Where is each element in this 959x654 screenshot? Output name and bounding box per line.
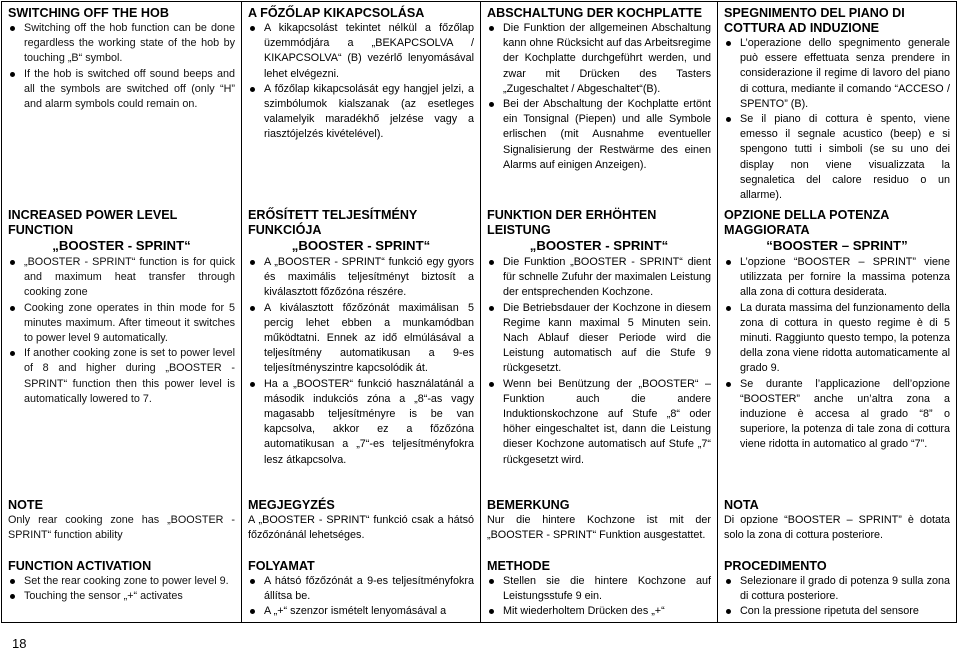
section-booster <box>487 208 711 468</box>
bullet-item: A kiválasztott főzőzónát maximálisan 5 percig lehet ebben a munkamódban működtatni. Ennek az idő elmúlásával a teljesítmény automatikusan a 9-es teljesítményszintre kapcsolódik át. <box>248 301 474 377</box>
bullet-icon <box>489 579 494 584</box>
bullet-item: „BOOSTER - SPRINT“ function is for quick and maximum heat transfer through cooking zone <box>8 255 235 301</box>
bullet-item: Set the rear cooking zone to power level 9. <box>8 574 235 589</box>
column-it <box>718 2 957 623</box>
bullet-item: Touching the sensor „+“ activates <box>8 589 235 604</box>
bullet-item: A hátsó főzőzónát a 9-es teljesítményfokra állítsa be. <box>248 574 474 604</box>
four-language-table <box>1 1 957 623</box>
bullet-icon <box>726 41 731 46</box>
section-activation <box>724 559 950 620</box>
section-title: PROCEDIMENTO <box>724 559 827 573</box>
bullet-icon <box>10 594 15 599</box>
section-title: NOTE <box>8 498 43 512</box>
section-title: SWITCHING OFF THE HOB <box>8 6 169 20</box>
section-title: A FŐZŐLAP KIKAPCSOLÁSA <box>248 6 425 20</box>
column-en <box>2 2 242 623</box>
bullet-item: Se durante l’applicazione dell’opzione “BOOSTER” anche un’altra zona a induzione è accesa al grado “8” o superiore, la potenza di tale zona di cottura viene ridotta in automatico al grado “7”. <box>724 377 950 453</box>
section-booster <box>8 208 235 407</box>
section-title: ABSCHALTUNG DER KOCHPLATTE <box>487 6 703 20</box>
section-subtitle: “BOOSTER – SPRINT” <box>766 238 908 253</box>
section-note <box>8 498 235 543</box>
section-note <box>724 498 950 543</box>
bullet-item: L’operazione dello spegnimento generale può essere effettuata senza prendere in considerazione il regime di lavoro del piano di cottura, mediante il comando “ACCESO / SPENTO” (B). <box>724 36 950 112</box>
section-title: INCREASED POWER LEVEL FUNCTION <box>8 208 178 237</box>
bullet-item: If the hob is switched off sound beeps and all the symbols are switched off (only “H” and alarm symbols could remain on. <box>8 67 235 113</box>
bullet-item: Bei der Abschaltung der Kochplatte ertönt ein Tonsignal (Piepen) und alle Symbole erlischen (mit Ausnahme eventueller Signalisierung der Restwärme des einen Alarms auf einigen Anzeigen). <box>487 97 711 173</box>
section-title: SPEGNIMENTO DEL PIANO DI COTTURA AD INDUZIONE <box>724 6 905 35</box>
bullet-icon <box>726 117 731 122</box>
bullet-item: A főzőlap kikapcsolását egy hangjel jelzi, a szimbólumok kialszanak (az esetleges valamelyik maradékhő jelzése vagy a riasztójelzés kivételével). <box>248 82 474 143</box>
section-title: NOTA <box>724 498 759 512</box>
bullet-item: Cooking zone operates in thin mode for 5 minutes maximum. After timeout it switches to power level 9 automatically. <box>8 301 235 347</box>
column-de <box>481 2 718 623</box>
section-title: MEGJEGYZÉS <box>248 498 335 512</box>
section-title: OPZIONE DELLA POTENZA MAGGIORATA <box>724 208 889 237</box>
section-switch-off <box>487 6 711 173</box>
bullet-item: Wenn bei Benützung der „BOOSTER“ – Funktion auch die andere Induktionskochzone auf Stufe „8“ oder höher eingeschaltet ist, dann die Leistung dieser Kochzone automatisch auf Stufe „7“ rückgesetzt wird. <box>487 377 711 468</box>
bullet-item: Selezionare il grado di potenza 9 sulla zona di cottura posteriore. <box>724 574 950 604</box>
section-title: FOLYAMAT <box>248 559 315 573</box>
section-subtitle: „BOOSTER - SPRINT“ <box>291 238 431 253</box>
bullet-icon <box>10 351 15 356</box>
bullet-item: Switching off the hob function can be done regardless the working state of the hob by touching „B“ symbol. <box>8 21 235 67</box>
bullet-item: La durata massima del funzionamento della zona di cottura in questo regime è di 5 minuti. Raggiunto questo tempo, la potenza della zona viene ridotta automaticamente al grado 9. <box>724 301 950 377</box>
bullet-item: L’opzione “BOOSTER – SPRINT” viene utilizzata per fornire la massima potenza alla zona di cottura desiderata. <box>724 255 950 301</box>
bullet-icon <box>10 579 15 584</box>
section-note <box>248 498 474 543</box>
bullet-item: A „+“ szenzor ismételt lenyomásával a <box>248 604 474 619</box>
bullet-icon <box>10 306 15 311</box>
bullet-item: A kikapcsolást tekintet nélkül a főzőlap üzemmódjára a „BEKAPCSOLVA / KIKAPCSOLVA“ (B) vezérlő lenyomásával lehet elvégezni. <box>248 21 474 82</box>
bullet-item: Stellen sie die hintere Kochzone auf Leistungsstufe 9 ein. <box>487 574 711 604</box>
bullet-icon <box>250 306 255 311</box>
bullet-icon <box>489 102 494 107</box>
page-number: 18 <box>12 636 27 651</box>
section-title: ERŐSÍTETT TELJESÍTMÉNY FUNKCIÓJA <box>248 208 418 237</box>
section-booster <box>248 208 474 468</box>
note-text: Di opzione “BOOSTER – SPRINT” è dotata solo la zona di cottura posteriore. <box>724 514 950 542</box>
bullet-icon <box>250 260 255 265</box>
bullet-icon <box>489 382 494 387</box>
note-text: A „BOOSTER - SPRINT“ funkció csak a hátsó főzőzónánál lehetséges. <box>248 514 474 542</box>
section-switch-off <box>8 6 235 112</box>
bullet-icon <box>250 87 255 92</box>
bullet-icon <box>250 382 255 387</box>
bullet-icon <box>250 26 255 31</box>
bullet-item: Die Funktion der allgemeinen Abschaltung kann ohne Rücksicht auf das Arbeitsregime der Kochplatte durchgeführt werden, und zwar mit Drücken des Tasters „Zugeschaltet / Abgeschaltet“(B). <box>487 21 711 97</box>
section-activation <box>248 559 474 620</box>
section-activation <box>8 559 235 604</box>
bullet-icon <box>489 26 494 31</box>
bullet-item: A „BOOSTER - SPRINT“ funkció egy gyors és maximális teljesítményt biztosít a kiválasztott főzőzóna részére. <box>248 255 474 301</box>
section-title: FUNKTION DER ERHÖHTEN LEISTUNG <box>487 208 657 237</box>
section-switch-off <box>248 6 474 143</box>
bullet-item: Ha a „BOOSTER“ funkció használatánál a második indukciós zóna a „8“-as vagy magasabb teljesítményre is be van kapcsolva, akkor ez a főzőzóna automatikusan a „7“-es teljesítményfokra lesz átkapcsolva. <box>248 377 474 468</box>
bullet-icon <box>489 306 494 311</box>
bullet-item: Se il piano di cottura è spento, viene emesso il segnale acustico (beep) e si spengono tutti i simboli (se su uno dei display non viene visualizzata la segnaletica del calore residuo o un allarme). <box>724 112 950 203</box>
bullet-item: Die Betriebsdauer der Kochzone in diesem Regime kann maximal 5 Minuten sein. Nach Ablauf dieser Periode wird die Leistung automatisch auf die Stufe 9 rückgesetzt. <box>487 301 711 377</box>
bullet-item: If another cooking zone is set to power level of 8 and higher during „BOOSTER - SPRINT“ function then this power level is automatically lowered to 7. <box>8 346 235 407</box>
section-title: FUNCTION ACTIVATION <box>8 559 152 573</box>
bullet-icon <box>726 609 731 614</box>
column-hu <box>242 2 481 623</box>
section-title: METHODE <box>487 559 550 573</box>
bullet-icon <box>10 26 15 31</box>
bullet-icon <box>726 382 731 387</box>
bullet-icon <box>10 260 15 265</box>
section-subtitle: „BOOSTER - SPRINT“ <box>529 238 669 253</box>
bullet-icon <box>489 609 494 614</box>
section-booster <box>724 208 950 453</box>
bullet-icon <box>726 260 731 265</box>
bullet-item: Mit wiederholtem Drücken des „+“ <box>487 604 711 619</box>
bullet-icon <box>250 579 255 584</box>
bullet-item: Con la pressione ripetuta del sensore <box>724 604 950 619</box>
section-activation <box>487 559 711 620</box>
section-note <box>487 498 711 543</box>
note-text: Nur die hintere Kochzone ist mit der „BOOSTER - SPRINT“ Funktion ausgestattet. <box>487 514 711 542</box>
section-switch-off <box>724 6 950 203</box>
bullet-icon <box>10 72 15 77</box>
section-title: BEMERKUNG <box>487 498 570 512</box>
bullet-item: Die Funktion „BOOSTER - SPRINT“ dient für schnelle Zufuhr der maximalen Leistung der entsprechenden Kochzone. <box>487 255 711 301</box>
note-text: Only rear cooking zone has „BOOSTER - SPRINT“ function ability <box>8 514 235 542</box>
bullet-icon <box>726 306 731 311</box>
bullet-icon <box>250 609 255 614</box>
bullet-icon <box>726 579 731 584</box>
section-subtitle: „BOOSTER - SPRINT“ <box>52 238 191 253</box>
bullet-icon <box>489 260 494 265</box>
